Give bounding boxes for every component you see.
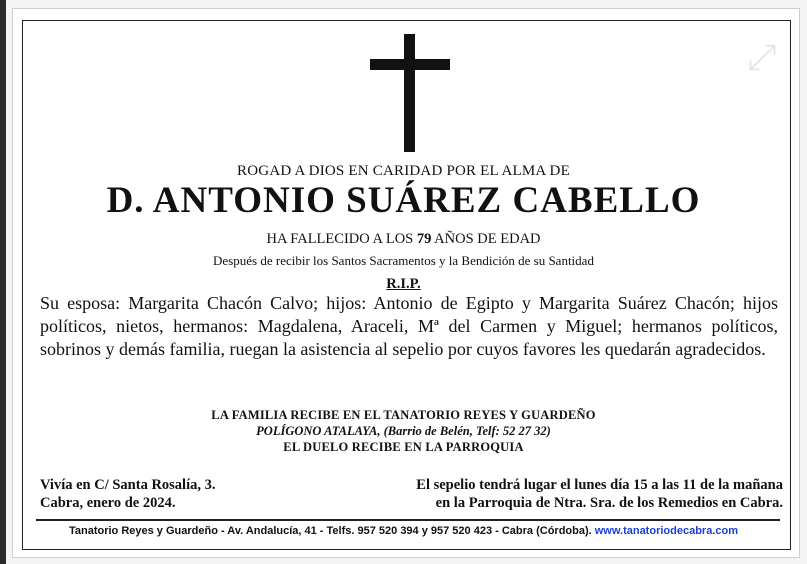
- sepelio-block: [416, 476, 783, 512]
- cross-icon: [370, 34, 450, 152]
- footer: [0, 525, 807, 537]
- age-line: HA FALLECIDO A LOS 79 AÑOS DE EDAD: [266, 231, 541, 247]
- date-line: Cabra, enero de 2024.: [40, 495, 176, 511]
- footer-divider: [36, 519, 780, 521]
- address-block: [40, 476, 216, 512]
- footer-text: Tanatorio Reyes y Guardeño - Av. Andalucía, 41 - Telfs. 957 520 394 y 957 520 423 - Cabra (Córdoba).: [68, 525, 595, 537]
- deceased-name: D. ANTONIO SUÁREZ CABELLO: [106, 180, 701, 221]
- sepelio-line-2: en la Parroquia de Ntra. Sra. de los Remedios en Cabra.: [435, 495, 783, 511]
- website-link[interactable]: www.tanatoriodecabra.com: [594, 525, 738, 537]
- expand-icon[interactable]: ⤢: [747, 37, 777, 78]
- poligono-line: POLÍGONO ATALAYA, (Barrio de Belén, Telf: 52 27 32): [256, 424, 551, 438]
- address-line: Vivía en C/ Santa Rosalía, 3.: [40, 477, 216, 493]
- sacraments-line: Después de recibir los Santos Sacramentos y la Bendición de su Santidad: [213, 253, 594, 268]
- family-paragraph: Su esposa: Margarita Chacón Calvo; hijos: Antonio de Egipto y Margarita Suárez Chacón; hijos políticos, nietos, hermanos: Magdalena, Araceli, Mª del Carmen y Miguel; hermanos políticos, sobrinos y demás familia, ruegan la asistencia al sepelio por cuyos favores les quedarán agradecidos.: [40, 293, 778, 359]
- rogad-heading: ROGAD A DIOS EN CARIDAD POR EL ALMA DE: [237, 163, 570, 179]
- rip-label: R.I.P.: [386, 276, 421, 292]
- sepelio-line-1: El sepelio tendrá lugar el lunes día 15 a las 11 de la mañana: [416, 477, 783, 493]
- age-value: 79: [416, 231, 432, 247]
- familia-line: LA FAMILIA RECIBE EN EL TANATORIO REYES Y GUARDEÑO: [211, 408, 596, 422]
- duelo-line: EL DUELO RECIBE EN LA PARROQUIA: [283, 440, 524, 454]
